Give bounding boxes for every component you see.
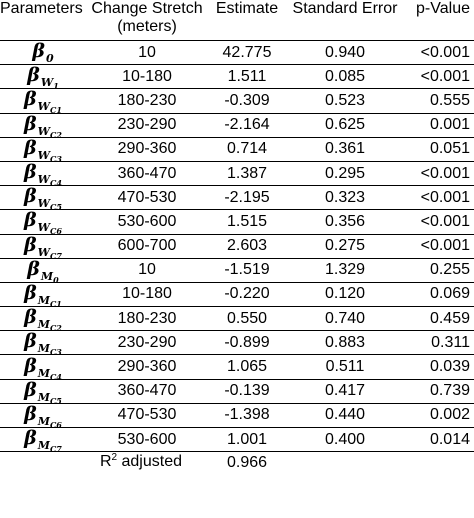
parameter-sub-subscript: C2 xyxy=(49,323,62,334)
beta-symbol: β xyxy=(24,88,37,111)
header-row xyxy=(0,0,474,41)
p-value-cell: 0.739 xyxy=(404,379,474,403)
p-value-cell: 0.051 xyxy=(404,137,474,161)
table-row xyxy=(0,65,474,89)
standard-error-cell: 0.740 xyxy=(286,307,404,331)
header-parameters: Parameters xyxy=(0,0,83,17)
standard-error-cell: 0.511 xyxy=(286,355,404,379)
beta-symbol: β xyxy=(24,281,37,304)
beta-symbol: β xyxy=(27,257,40,280)
estimate-cell: -0.899 xyxy=(208,331,286,355)
p-value-cell: 0.555 xyxy=(404,89,474,113)
standard-error-cell: 0.323 xyxy=(286,186,404,210)
parameter-subscript: M xyxy=(37,293,50,307)
change-stretch-cell: 360-470 xyxy=(86,161,208,185)
parameter-cell xyxy=(0,402,86,430)
parameter-subscript: M xyxy=(37,342,50,356)
table-row xyxy=(0,161,474,185)
parameter-cell xyxy=(0,209,86,237)
parameter-subscript: M xyxy=(37,366,50,380)
change-stretch-cell: 290-360 xyxy=(86,355,208,379)
parameter-cell xyxy=(0,233,86,261)
estimate-cell: -2.195 xyxy=(208,186,286,210)
estimate-cell: 1.387 xyxy=(208,161,286,185)
p-value-cell: 0.001 xyxy=(404,113,474,137)
header-change-stretch-line1: Change Stretch xyxy=(91,0,203,17)
estimate-cell: -0.139 xyxy=(208,379,286,403)
estimate-cell: 0.714 xyxy=(208,137,286,161)
parameter-sub-subscript: C5 xyxy=(49,395,62,406)
parameter-sub-subscript: C5 xyxy=(50,202,62,213)
r-squared-label-rest: adjusted xyxy=(117,453,182,471)
footer-empty-1 xyxy=(286,452,404,475)
table-row xyxy=(0,258,474,282)
standard-error-cell: 1.329 xyxy=(286,258,404,282)
parameter-cell xyxy=(0,378,86,406)
parameter-subscript: W xyxy=(37,173,51,187)
p-value-cell: <0.001 xyxy=(404,234,474,258)
parameter-subscript: W xyxy=(37,245,51,259)
parameter-cell xyxy=(0,161,86,189)
footer-empty-2 xyxy=(404,452,474,475)
standard-error-cell: 0.085 xyxy=(286,65,404,89)
table-row xyxy=(0,403,474,427)
parameter-sub-subscript: C1 xyxy=(50,105,62,116)
table-row xyxy=(0,307,474,331)
change-stretch-cell: 230-290 xyxy=(86,331,208,355)
header-standard-error: Standard Error xyxy=(292,0,398,17)
estimate-cell: 42.775 xyxy=(208,41,286,65)
estimate-cell: 1.001 xyxy=(208,428,286,452)
p-value-cell: 0.311 xyxy=(404,331,474,355)
parameter-subscript: M xyxy=(40,269,54,283)
parameter-cell xyxy=(0,427,86,455)
p-value-cell: <0.001 xyxy=(404,210,474,234)
p-value-cell: 0.002 xyxy=(404,403,474,427)
standard-error-cell: 0.361 xyxy=(286,137,404,161)
estimate-cell: -2.164 xyxy=(208,113,286,137)
parameter-cell xyxy=(0,306,86,334)
estimate-cell: -1.398 xyxy=(208,403,286,427)
estimate-cell: -0.220 xyxy=(208,282,286,306)
parameter-cell xyxy=(0,41,86,65)
r-squared-label-r: R xyxy=(99,453,112,471)
change-stretch-cell: 360-470 xyxy=(86,379,208,403)
beta-symbol: β xyxy=(24,330,37,353)
beta-symbol: β xyxy=(24,185,37,208)
parameter-cell xyxy=(0,88,86,116)
parameter-subscript: M xyxy=(37,318,50,332)
standard-error-cell: 0.440 xyxy=(286,403,404,427)
change-stretch-cell: 180-230 xyxy=(86,307,208,331)
footer-row xyxy=(0,452,474,475)
parameter-cell xyxy=(0,64,86,92)
beta-symbol: β xyxy=(24,233,37,256)
parameter-cell xyxy=(0,354,86,382)
table-row xyxy=(0,379,474,403)
estimate-cell: 0.550 xyxy=(208,307,286,331)
header-p-value: p-Value xyxy=(416,0,470,17)
estimate-cell: -0.309 xyxy=(208,89,286,113)
parameter-cell xyxy=(0,112,86,140)
estimate-cell: 1.065 xyxy=(208,355,286,379)
r-squared-label xyxy=(0,452,208,475)
parameter-sub-subscript: C1 xyxy=(49,298,62,309)
p-value-cell: 0.255 xyxy=(404,258,474,282)
parameter-cell xyxy=(0,330,86,358)
parameter-cell xyxy=(0,257,86,285)
parameter-sub-subscript: C7 xyxy=(49,444,62,455)
r-squared-value: 0.966 xyxy=(226,454,268,472)
standard-error-cell: 0.356 xyxy=(286,210,404,234)
p-value-cell: 0.039 xyxy=(404,355,474,379)
header-change-stretch xyxy=(86,0,208,41)
estimate-cell: -1.519 xyxy=(208,258,286,282)
parameter-sub-subscript: C6 xyxy=(50,226,62,237)
standard-error-cell: 0.417 xyxy=(286,379,404,403)
parameter-sub-subscript: C2 xyxy=(50,129,62,140)
beta-symbol: β xyxy=(24,209,37,232)
parameter-subscript: W xyxy=(37,197,51,211)
parameter-sub-subscript: 1 xyxy=(53,81,59,92)
table-body xyxy=(0,40,474,455)
standard-error-cell: 0.883 xyxy=(286,331,404,355)
change-stretch-cell: 600-700 xyxy=(86,234,208,258)
standard-error-cell: 0.625 xyxy=(286,113,404,137)
beta-symbol: β xyxy=(24,306,37,329)
standard-error-cell: 0.120 xyxy=(286,282,404,306)
parameter-subscript: 0 xyxy=(45,52,54,66)
standard-error-cell: 0.275 xyxy=(286,234,404,258)
parameter-sub-subscript: C6 xyxy=(49,419,62,430)
table-row xyxy=(0,234,474,258)
header-change-stretch-line2: (meters) xyxy=(117,18,177,35)
parameter-cell xyxy=(0,281,86,309)
estimate-cell: 2.603 xyxy=(208,234,286,258)
beta-symbol: β xyxy=(24,112,37,135)
table-row xyxy=(0,210,474,234)
estimate-cell: 1.511 xyxy=(208,65,286,89)
parameter-cell xyxy=(0,185,86,213)
change-stretch-cell: 230-290 xyxy=(86,113,208,137)
parameter-subscript: W xyxy=(40,76,54,90)
beta-symbol: β xyxy=(24,161,37,184)
parameter-subscript: W xyxy=(37,100,51,114)
beta-symbol: β xyxy=(24,354,37,377)
change-stretch-cell: 530-600 xyxy=(86,428,208,452)
parameter-sub-subscript: 0 xyxy=(53,274,59,285)
parameter-subscript: M xyxy=(37,439,50,453)
parameter-subscript: W xyxy=(37,124,51,138)
change-stretch-cell: 10 xyxy=(86,41,208,65)
table-row xyxy=(0,282,474,306)
parameter-subscript: M xyxy=(37,414,50,428)
table-header xyxy=(0,0,474,41)
change-stretch-cell: 290-360 xyxy=(86,137,208,161)
table-row xyxy=(0,331,474,355)
parameter-sub-subscript: C3 xyxy=(49,347,62,358)
change-stretch-cell: 10 xyxy=(86,258,208,282)
table-row xyxy=(0,41,474,65)
r-squared-label-sup: 2 xyxy=(111,452,118,464)
p-value-cell: <0.001 xyxy=(404,161,474,185)
table-row xyxy=(0,113,474,137)
table-row xyxy=(0,186,474,210)
parameter-sub-subscript: C7 xyxy=(50,250,62,261)
p-value-cell: 0.459 xyxy=(404,307,474,331)
beta-symbol: β xyxy=(24,427,37,450)
p-value-cell: <0.001 xyxy=(404,186,474,210)
standard-error-cell: 0.295 xyxy=(286,161,404,185)
change-stretch-cell: 10-180 xyxy=(86,65,208,89)
table-row xyxy=(0,89,474,113)
change-stretch-cell: 10-180 xyxy=(86,282,208,306)
beta-symbol: β xyxy=(24,402,37,425)
beta-symbol: β xyxy=(24,378,37,401)
parameter-cell xyxy=(0,136,86,164)
parameter-sub-subscript: C3 xyxy=(50,153,62,164)
change-stretch-cell: 180-230 xyxy=(86,89,208,113)
standard-error-cell: 0.400 xyxy=(286,428,404,452)
parameter-subscript: W xyxy=(37,221,51,235)
beta-symbol: β xyxy=(32,40,45,63)
p-value-cell: 0.069 xyxy=(404,282,474,306)
table-row xyxy=(0,137,474,161)
change-stretch-cell: 470-530 xyxy=(86,403,208,427)
parameter-subscript: W xyxy=(37,148,51,162)
p-value-cell: 0.014 xyxy=(404,428,474,452)
parameter-subscript: M xyxy=(37,390,50,404)
table-row xyxy=(0,428,474,452)
p-value-cell: <0.001 xyxy=(404,65,474,89)
estimate-cell: 1.515 xyxy=(208,210,286,234)
change-stretch-cell: 530-600 xyxy=(86,210,208,234)
table-row xyxy=(0,355,474,379)
header-estimate: Estimate xyxy=(215,0,279,17)
beta-symbol: β xyxy=(24,136,37,159)
parameter-sub-subscript: C4 xyxy=(50,178,62,189)
beta-symbol: β xyxy=(27,64,40,87)
table-footer xyxy=(0,452,474,475)
parameter-sub-subscript: C4 xyxy=(49,371,62,382)
standard-error-cell: 0.523 xyxy=(286,89,404,113)
change-stretch-cell: 470-530 xyxy=(86,186,208,210)
standard-error-cell: 0.940 xyxy=(286,41,404,65)
p-value-cell: <0.001 xyxy=(404,41,474,65)
